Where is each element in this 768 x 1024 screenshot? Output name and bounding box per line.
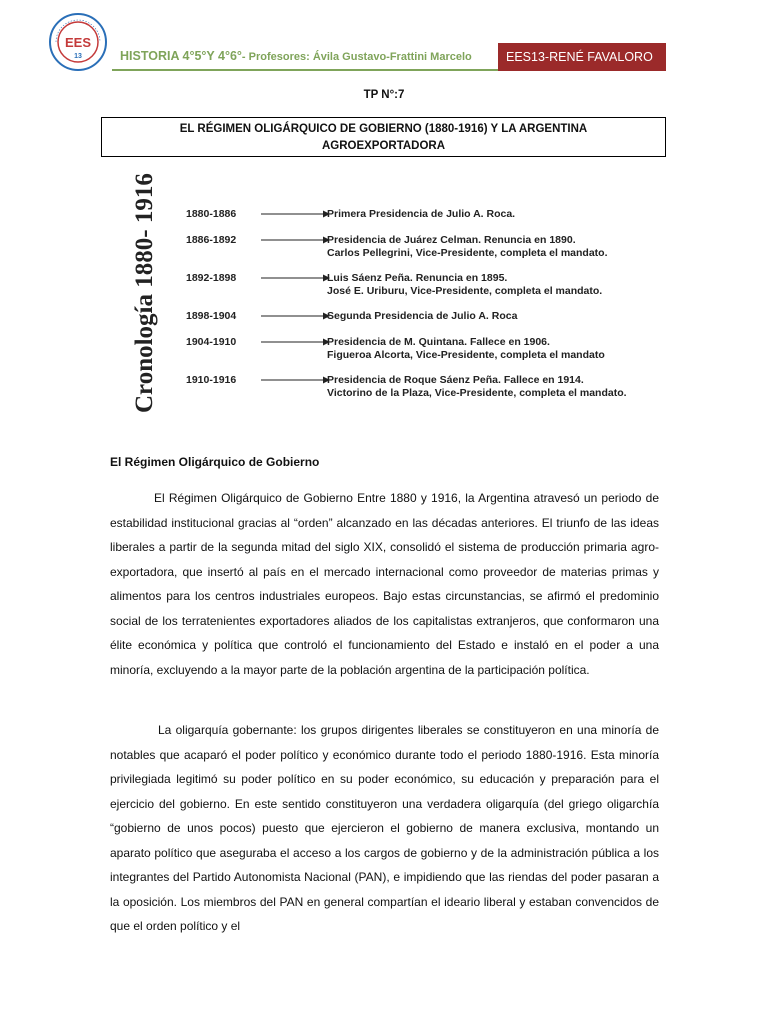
course-title-main: HISTORIA 4°5°Y 4°6° bbox=[120, 49, 242, 63]
tp-number: TP N°:7 bbox=[363, 89, 405, 101]
chronology-description-line: José E. Uriburu, Vice-Presidente, completa el mandato. bbox=[327, 285, 603, 297]
document-title-line-2: AGROEXPORTADORA bbox=[321, 140, 446, 152]
document-title-line-1: EL RÉGIMEN OLIGÁRQUICO DE GOBIERNO (1880-1916) Y LA ARGENTINA bbox=[179, 123, 588, 135]
chronology-description-line: Presidencia de M. Quintana. Fallece en 1906. bbox=[327, 336, 550, 348]
chronology-period: 1886-1892 bbox=[186, 234, 237, 246]
chronology-period: 1892-1898 bbox=[186, 272, 237, 284]
course-teachers: - Profesores: Ávila Gustavo-Frattini Marcelo bbox=[241, 51, 472, 63]
header-divider bbox=[112, 69, 498, 71]
chronology-description-line: Presidencia de Roque Sáenz Peña. Fallece en 1914. bbox=[327, 374, 584, 386]
chronology-description-line: Presidencia de Juárez Celman. Renuncia en 1890. bbox=[327, 234, 576, 246]
section-heading: El Régimen Oligárquico de Gobierno bbox=[110, 455, 320, 469]
chronology-period: 1880-1886 bbox=[186, 208, 237, 220]
svg-text:EES: EES bbox=[64, 35, 92, 50]
chronology-description bbox=[327, 374, 627, 400]
chronology-description bbox=[327, 336, 605, 362]
paragraph-2: La oligarquía gobernante: los grupos dirigentes liberales se constituyeron en una minoría de notables que acaparó el poder político y económico durante todo el periodo 1880-1916. Esta minoría privilegiada legitimó su poder político en su poder económico, su educación y preparación para el ejercicio del gobierno. En este sentido constituyeron una verdadera oligarquía (del griego oligarchía “gobierno de unos pocos) puesto que ejercieron el gobierno de manera exclusiva, montando un aparato político que aseguraba el acceso a los cargos de gobierno y de la administración pública a los integrantes del Partido Autonomista Nacional (PAN), e impidiendo que las riendas del poder pasaran a la oposición. Los miembros del PAN en general compartían el ideario liberal y estaban convencidos de que el orden político y el bbox=[110, 723, 659, 933]
chronology-period: 1904-1910 bbox=[186, 336, 237, 348]
school-logo-emblem bbox=[48, 12, 108, 72]
chronology-description-line: Luis Sáenz Peña. Renuncia en 1895. bbox=[327, 272, 508, 284]
document-title-box bbox=[101, 117, 666, 157]
chronology-period: 1910-1916 bbox=[186, 374, 237, 386]
chronology-vertical-title: Cronología 1880- 1916 bbox=[131, 173, 158, 413]
school-name-badge: EES13-RENÉ FAVALORO bbox=[498, 43, 666, 71]
chronology-description bbox=[327, 208, 515, 221]
chronology-figure bbox=[125, 173, 685, 430]
document-header bbox=[0, 0, 768, 80]
chronology-period: 1898-1904 bbox=[186, 310, 237, 322]
chronology-description-line: Victorino de la Plaza, Vice-Presidente, completa el mandato. bbox=[327, 387, 627, 399]
course-title bbox=[120, 49, 472, 63]
chronology-description bbox=[327, 272, 602, 298]
chronology-description bbox=[327, 310, 517, 323]
school-logo bbox=[48, 12, 108, 72]
chronology-description-line: Primera Presidencia de Julio A. Roca. bbox=[327, 208, 516, 220]
chronology-description-line: Carlos Pellegrini, Vice-Presidente, completa el mandato. bbox=[327, 247, 608, 259]
chronology-description-line: Segunda Presidencia de Julio A. Roca bbox=[327, 310, 518, 322]
svg-text:13: 13 bbox=[74, 53, 82, 60]
paragraph-1: El Régimen Oligárquico de Gobierno Entre 1880 y 1916, la Argentina atravesó un periodo de estabilidad institucional gracias al “orden” alcanzado en las décadas anteriores. El triunfo de las ideas liberales a partir de la segunda mitad del siglo XIX, consolidó el sistema de producción primaria agro-exportadora, que insertó al país en el mercado internacional como proveedor de materias primas y alimentos para los centros industriales europeos. Bajo estas circunstancias, se afirmó el predominio social de los terratenientes exportadores aliados de los capitalistas extranjeros, que conformaron una élite económica y política que controló el funcionamiento del Estado e instaló en el poder a una minoría, excluyendo a la mayor parte de la población argentina de la participación política. bbox=[110, 491, 659, 677]
chronology-description bbox=[327, 234, 608, 260]
chronology-description-line: Figueroa Alcorta, Vice-Presidente, completa el mandato bbox=[327, 349, 605, 361]
